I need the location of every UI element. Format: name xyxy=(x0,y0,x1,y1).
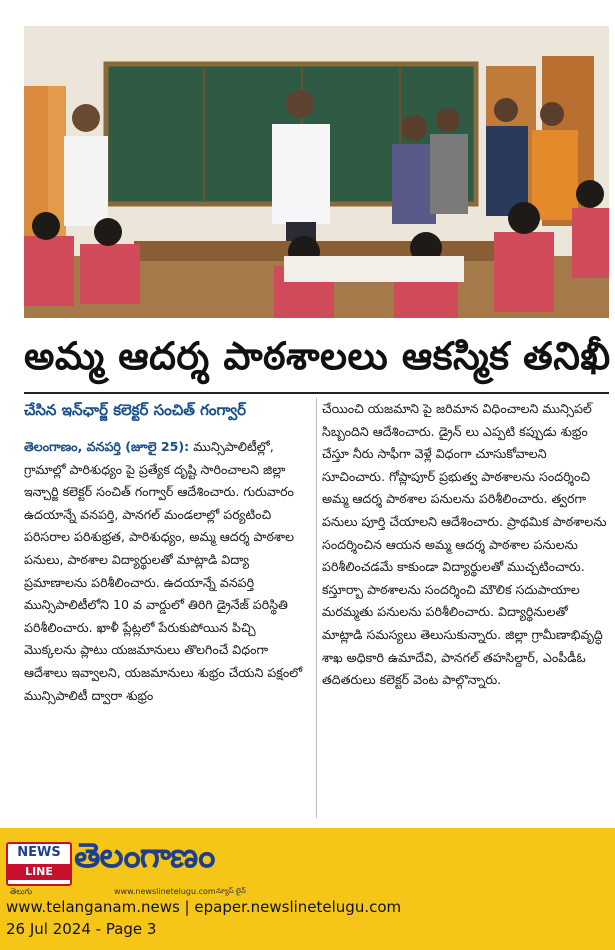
brand-name: తెలంగాణం xyxy=(74,836,215,876)
badge-top: NEWS xyxy=(17,845,61,860)
article-column-left xyxy=(24,398,310,707)
brand-tagline: న్యూస్ లైన్ xyxy=(216,887,246,895)
article-paragraph-left xyxy=(24,436,310,707)
article-photo xyxy=(24,26,609,318)
badge-caption: తెలుగు xyxy=(10,887,33,896)
newsline-logo[interactable] xyxy=(6,836,246,896)
article-column-right xyxy=(322,398,610,692)
subheadline: చేసిన ఇన్‌ఛార్జ్ కలెక్టర్ సంచిత్ గంగ్వార్ xyxy=(24,401,247,419)
edition-info: 26 Jul 2024 - Page 3 xyxy=(6,920,157,938)
right-body-text: చేయించి యజమాని పై జరిమాన విధించాలని మున్సిపల్ సిబ్బందిని ఆదేశించారు. డ్రైన్ లు ఎప్పటి కప్పుడు శుభ్రం చేస్తూ నీరు సాఫీగా వెళ్లే విధంగా చూసుకోవాలని సూచించారు. గోప్లాపూర్ ప్రభుత్వ పాఠశాలను సందర్శించి అమ్మ ఆదర్శ పాఠశాల పనులను పరిశీలించారు. త్వరగా పనులు పూర్తి చేయాలని ఆదేశించారు. ప్రాథమిక పాఠశాలను సందర్శించిన ఆయన అమ్మ ఆదర్శ పాఠశాల పనులను పరిశీలించడమే కాకుండా విద్యార్థులతో ముచ్చటించారు. కస్తూర్బా పాఠశాలను సందర్శించి మౌలిక సదుపాయాల మరమ్మతు పనులను పరిశీలించారు. విద్యార్థినులతో మాట్లాడి సమస్యలు తెలుసుకున్నారు. జిల్లా గ్రామీణాభివృద్ధి శాఖ అధికారి ఉమాదేవి, పానగల్ తహసిల్దార్, ఎంపీడీఓ తదితరులు కలెక్టర్ వెంట పాల్గొన్నారు. xyxy=(322,401,607,688)
left-body-text: మున్సిపాలిటీల్లో, గ్రామాల్లో పారిశుధ్యం పై ప్రత్యేక దృష్టి సారించాలని జిల్లా ఇన్చార్జి కలెక్టర్ సంచిత్ గంగ్వార్ ఆదేశించారు. గురువారం ఉదయాన్నే వనపర్తి, పానగల్ మండలాల్లో పర్యటించి పరిసరాల పరిశుభ్రత, పారిశుధ్యం, అమ్మ ఆదర్శ పాఠశాల పనులు, పాఠశాల విద్యార్థులతో మాట్లాడి విద్యా ప్రమాణాలను పరిశీలించారు. ఉదయాన్నే వనపర్తి మున్సిపాలిటీలోని 10 వ వార్డులో తిరిగి డ్రైనేజ్ పరిస్థితి పరిశీలించారు. ఖాళీ ప్లేట్లలో పేరుకుపోయిన పిచ్చి మొక్కలను ప్లాటు యజమానులు తొలగించే విధంగా ఆదేశాలు ఇవ్వాలని, యజమానులు శుభ్రం చేయని పక్షంలో మున్సిపాలిటీ ద్వారా శుభ్రం xyxy=(24,439,303,703)
headline: అమ్మ ఆదర్శ పాఠశాలలు ఆకస్మిక తనిఖీ xyxy=(24,334,611,378)
footer-sites[interactable]: www.telanganam.news | epaper.newslinetelugu.com xyxy=(6,898,402,916)
newsline-badge xyxy=(6,842,72,886)
dateline: తెలంగాణం, వనపర్తి (జూలై 25): xyxy=(24,439,190,454)
badge-bottom: LINE xyxy=(8,864,70,880)
headline-rule xyxy=(24,392,609,394)
column-divider xyxy=(316,398,317,818)
brand-url[interactable]: www.newslinetelugu.com xyxy=(114,887,216,896)
footer-banner xyxy=(0,828,615,950)
